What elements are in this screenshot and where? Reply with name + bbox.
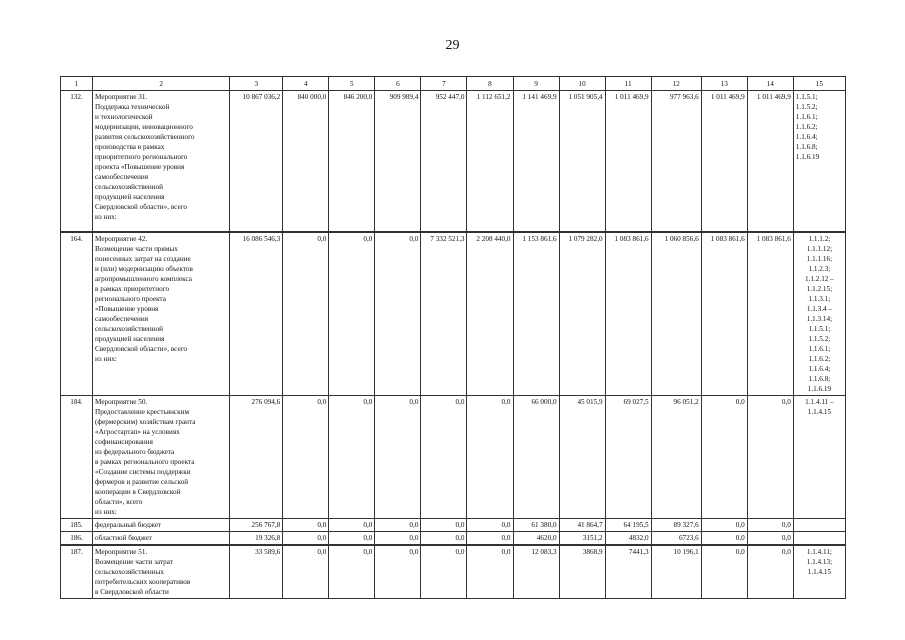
- value-cell: 0,0: [329, 395, 375, 518]
- value-cell: 1 083 861,6: [701, 232, 747, 396]
- header-cell: 9: [513, 77, 559, 91]
- value-cell: 1 153 861,6: [513, 232, 559, 396]
- value-cell: 0,0: [467, 518, 513, 531]
- value-cell: 0,0: [747, 531, 793, 545]
- value-cell: 0,0: [283, 395, 329, 518]
- header-cell: 14: [747, 77, 793, 91]
- table-row: [61, 232, 846, 396]
- header-cell: 13: [701, 77, 747, 91]
- value-cell: 0,0: [467, 395, 513, 518]
- reference-cell: 1.1.1.2; 1.1.1.12; 1.1.1.16; 1.1.2.3; 1.1.2.12 – 1.1.2.15; 1.1.3.1; 1.1.3.4 – 1.1.3.14; 1.1.5.1; 1.1.5.2; 1.1.6.1; 1.1.6.2; 1.1.6.4; 1.1.6.8; 1.1.6.19: [793, 232, 845, 396]
- table-row: [61, 91, 846, 232]
- value-cell: 840 000,0: [283, 91, 329, 232]
- header-cell: 10: [559, 77, 605, 91]
- value-cell: 16 086 546,3: [230, 232, 283, 396]
- row-description: федеральный бюджет: [93, 518, 230, 531]
- value-cell: 0,0: [329, 545, 375, 599]
- value-cell: 45 015,9: [559, 395, 605, 518]
- page-number: 29: [445, 38, 460, 53]
- value-cell: 4832,0: [605, 531, 651, 545]
- value-cell: 0,0: [329, 232, 375, 396]
- value-cell: 1 060 856,6: [651, 232, 701, 396]
- value-cell: 0,0: [467, 545, 513, 599]
- header-cell: 1: [61, 77, 93, 91]
- value-cell: 0,0: [747, 395, 793, 518]
- value-cell: 909 989,4: [375, 91, 421, 232]
- value-cell: 7 332 521,3: [421, 232, 467, 396]
- value-cell: 1 051 905,4: [559, 91, 605, 232]
- row-number: 185.: [61, 518, 93, 531]
- value-cell: 64 195,5: [605, 518, 651, 531]
- row-description: Мероприятие 31. Поддержка технической и технологической модернизации, инновационного развития сельскохозяйственного производства в рамках приоритетного регионального проекта «Повышение уровня самообеспечения сельскохозяйственной продукцией населения Свердловской области», всего из них:: [93, 91, 230, 232]
- value-cell: 0,0: [701, 395, 747, 518]
- value-cell: 977 963,6: [651, 91, 701, 232]
- value-cell: 0,0: [701, 545, 747, 599]
- value-cell: 0,0: [375, 232, 421, 396]
- header-cell: 3: [230, 77, 283, 91]
- value-cell: 0,0: [421, 545, 467, 599]
- header-cell: 8: [467, 77, 513, 91]
- table-row: [61, 545, 846, 599]
- row-number: 132.: [61, 91, 93, 232]
- value-cell: 0,0: [375, 531, 421, 545]
- value-cell: 4620,0: [513, 531, 559, 545]
- reference-cell: [793, 531, 845, 545]
- value-cell: 96 051,2: [651, 395, 701, 518]
- value-cell: 66 000,0: [513, 395, 559, 518]
- value-cell: 10 867 036,2: [230, 91, 283, 232]
- value-cell: 0,0: [375, 545, 421, 599]
- row-number: 186.: [61, 531, 93, 545]
- value-cell: 41 864,7: [559, 518, 605, 531]
- value-cell: 0,0: [329, 531, 375, 545]
- header-row: [61, 77, 846, 91]
- value-cell: 0,0: [747, 518, 793, 531]
- value-cell: 1 011 469,9: [605, 91, 651, 232]
- value-cell: 256 767,8: [230, 518, 283, 531]
- value-cell: 0,0: [329, 518, 375, 531]
- row-description: Мероприятие 51. Возмещение части затрат сельскохозяйственных потребительских кооперативов в Свердловской области: [93, 545, 230, 599]
- value-cell: 1 083 861,6: [605, 232, 651, 396]
- header-cell: 12: [651, 77, 701, 91]
- value-cell: 0,0: [747, 545, 793, 599]
- header-cell: 6: [375, 77, 421, 91]
- value-cell: 3868,9: [559, 545, 605, 599]
- value-cell: 0,0: [375, 518, 421, 531]
- value-cell: 276 094,6: [230, 395, 283, 518]
- value-cell: 0,0: [421, 395, 467, 518]
- value-cell: 1 011 469,9: [701, 91, 747, 232]
- value-cell: 0,0: [283, 545, 329, 599]
- table-row: [61, 531, 846, 545]
- value-cell: 3151,2: [559, 531, 605, 545]
- value-cell: 33 589,6: [230, 545, 283, 599]
- reference-cell: 1.1.5.1; 1.1.5.2; 1.1.6.1; 1.1.6.2; 1.1.6.4; 1.1.6.8; 1.1.6.19: [793, 91, 845, 232]
- table-row: [61, 395, 846, 518]
- value-cell: 19 326,8: [230, 531, 283, 545]
- value-cell: 6723,6: [651, 531, 701, 545]
- value-cell: 10 196,1: [651, 545, 701, 599]
- value-cell: 1 141 469,9: [513, 91, 559, 232]
- table-row: [61, 518, 846, 531]
- row-description: Мероприятие 50. Предоставление крестьянским (фермерским) хозяйствам гранта «Агростартап» на условиях софинансирования из федерального бюджета в рамках регионального проекта «Создание системы поддержки фермеров и развитие сельской кооперации в Свердловской области», всего из них:: [93, 395, 230, 518]
- row-description: Мероприятие 42. Возмещение части прямых понесенных затрат на создание и (или) модернизацию объектов агропромышленного комплекса в рамках приоритетного регионального проекта «Повышение уровня самообеспечения сельскохозяйственной продукцией населения Свердловской области», всего из них:: [93, 232, 230, 396]
- value-cell: 0,0: [283, 232, 329, 396]
- value-cell: 1 083 861,6: [747, 232, 793, 396]
- value-cell: 61 380,0: [513, 518, 559, 531]
- value-cell: 0,0: [421, 518, 467, 531]
- row-description: областной бюджет: [93, 531, 230, 545]
- value-cell: 1 079 282,0: [559, 232, 605, 396]
- header-cell: 4: [283, 77, 329, 91]
- header-cell: 7: [421, 77, 467, 91]
- value-cell: 89 327,6: [651, 518, 701, 531]
- value-cell: 0,0: [283, 518, 329, 531]
- value-cell: 0,0: [375, 395, 421, 518]
- reference-cell: 1.1.4.11; 1.1.4.13; 1.1.4.15: [793, 545, 845, 599]
- value-cell: 846 200,0: [329, 91, 375, 232]
- value-cell: 2 208 440,0: [467, 232, 513, 396]
- budget-table: [60, 76, 846, 599]
- reference-cell: [793, 518, 845, 531]
- row-number: 187.: [61, 545, 93, 599]
- header-cell: 5: [329, 77, 375, 91]
- value-cell: 0,0: [421, 531, 467, 545]
- header-cell: 11: [605, 77, 651, 91]
- header-cell: 2: [93, 77, 230, 91]
- value-cell: 12 083,3: [513, 545, 559, 599]
- value-cell: 0,0: [283, 531, 329, 545]
- row-number: 184.: [61, 395, 93, 518]
- value-cell: 0,0: [467, 531, 513, 545]
- value-cell: 1 011 469,9: [747, 91, 793, 232]
- value-cell: 952 447,0: [421, 91, 467, 232]
- value-cell: 69 027,5: [605, 395, 651, 518]
- value-cell: 1 112 651,2: [467, 91, 513, 232]
- value-cell: 0,0: [701, 531, 747, 545]
- value-cell: 7441,3: [605, 545, 651, 599]
- row-number: 164.: [61, 232, 93, 396]
- value-cell: 0,0: [701, 518, 747, 531]
- header-cell: 15: [793, 77, 845, 91]
- reference-cell: 1.1.4.11 – 1.1.4.15: [793, 395, 845, 518]
